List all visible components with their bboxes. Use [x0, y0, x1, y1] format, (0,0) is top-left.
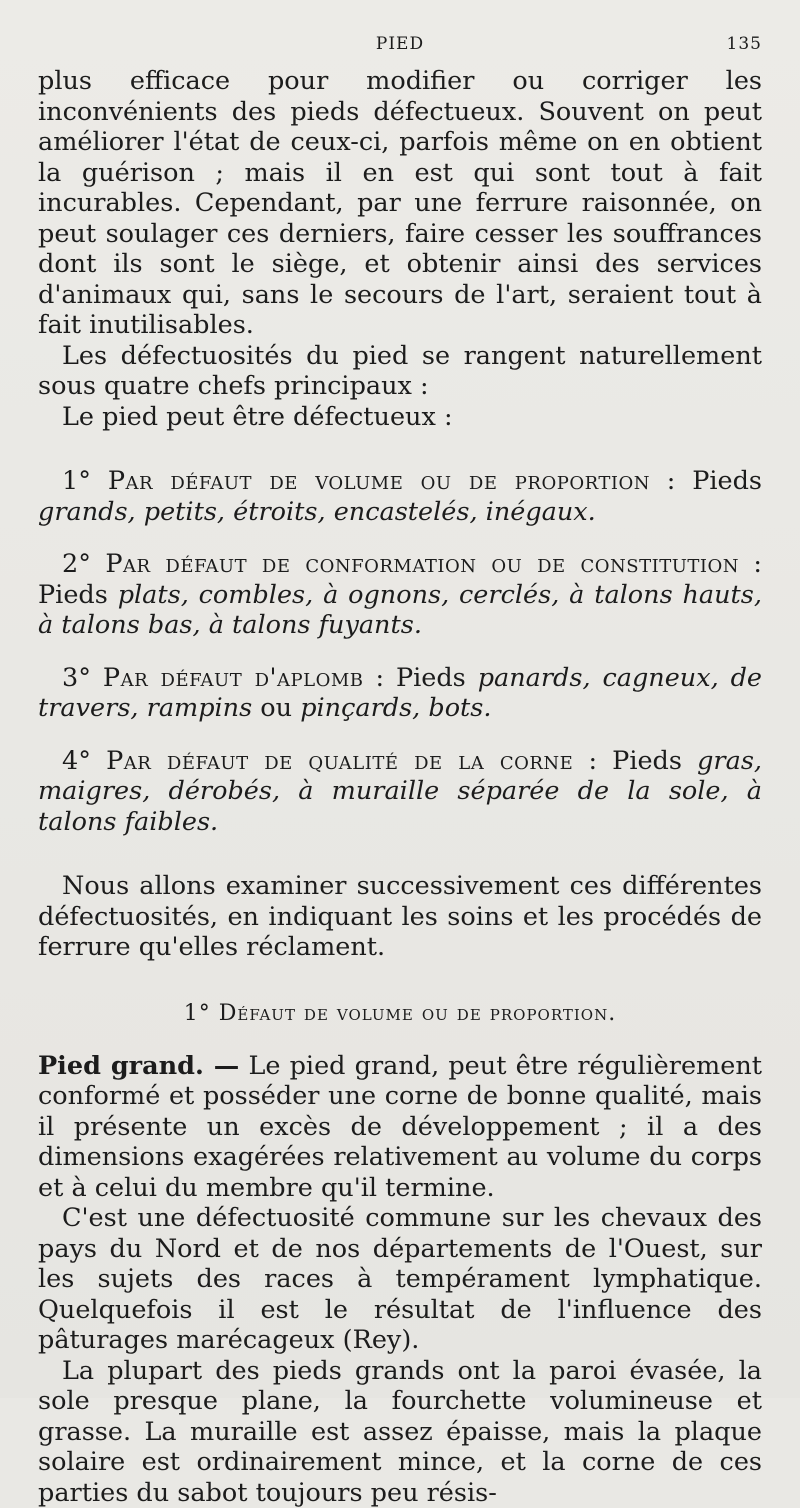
item-number: 2° [62, 549, 91, 579]
item-heading: Par défaut de conformation ou de constitution [105, 549, 739, 579]
item-number: 1° [62, 466, 91, 496]
list-item-4 [38, 746, 762, 838]
item-heading: Par défaut de volume ou de proportion [108, 466, 650, 496]
paragraph-defectueux: Le pied peut être défectueux : [38, 402, 762, 433]
paragraph-intro: plus efficace pour modifier ou corriger les inconvénients des pieds défectueux. Souvent on peut améliorer l'état de ceux-ci, parfois même on en obtient la guérison ; mais il en est qui sont tout à fait incurables. Cependant, par une ferrure raisonnée, on peut soulager ces derniers, faire cesser les souffrances dont ils sont le siège, et obtenir ainsi des services d'animaux qui, sans le secours de l'art, seraient tout à fait inutilisables. [38, 66, 762, 341]
running-head [38, 28, 762, 66]
section-heading: 1° Défaut de volume ou de proportion. [38, 999, 762, 1029]
item-terms: gras, maigres, dérobés, à muraille séparée de la sole, à talons faibles. [38, 746, 762, 837]
item-terms: plats, combles, à ognons, cerclés, à talons hauts, à talons bas, à talons fuyants. [38, 580, 762, 641]
item-lead: : Pieds [667, 466, 762, 496]
paragraph-pied-grand [38, 1051, 762, 1204]
paragraph-categories: Les défectuosités du pied se rangent naturellement sous quatre chefs principaux : [38, 341, 762, 402]
paragraph-paroi-evasee: La plupart des pieds grands ont la paroi évasée, la sole presque plane, la fourchette volumineuse et grasse. La muraille est assez épaisse, mais la plaque solaire est ordinairement mince, et la corne de ces parties du sabot toujours peu résis- [38, 1356, 762, 1508]
list-item-2 [38, 549, 762, 641]
item-heading: Par défaut de qualité de la corne [106, 746, 573, 776]
item-number: 4° [62, 746, 91, 776]
item-lead: : Pieds [38, 549, 762, 610]
item-terms: panards, cagneux, de travers, rampins [38, 663, 762, 724]
item-conjunction: ou [260, 693, 292, 723]
paragraph-defectuosite-commune: C'est une défectuosité commune sur les chevaux des pays du Nord et de nos départements de l'Ouest, sur les sujets des races à tempérament lymphatique. Quelquefois il est le résultat de l'influence des pâturages marécageux (Rey). [38, 1203, 762, 1356]
item-number: 3° [62, 663, 91, 693]
item-heading: Par défaut d'aplomb [103, 663, 364, 693]
pied-grand-text: Le pied grand, peut être régulièrement conformé et posséder une corne de bonne qualité, mais il présente un excès de développement ; il a des dimensions exagérées relativement au volume du corps et à celui du membre qu'il termine. [38, 1051, 762, 1203]
paragraph-examiner: Nous allons examiner successivement ces différentes défectuosités, en indiquant les soins et les procédés de ferrure qu'elles réclament. [38, 871, 762, 963]
item-lead: : Pieds [375, 663, 465, 693]
list-item-3 [38, 663, 762, 724]
list-item-1 [38, 466, 762, 527]
running-title: PIED [38, 34, 762, 54]
run-in-heading: Pied grand. — [38, 1051, 239, 1081]
item-terms: pinçards, bots. [300, 693, 491, 723]
page-number: 135 [727, 34, 762, 54]
item-lead: : Pieds [588, 746, 682, 776]
item-terms: grands, petits, étroits, encastelés, inégaux. [38, 497, 596, 527]
